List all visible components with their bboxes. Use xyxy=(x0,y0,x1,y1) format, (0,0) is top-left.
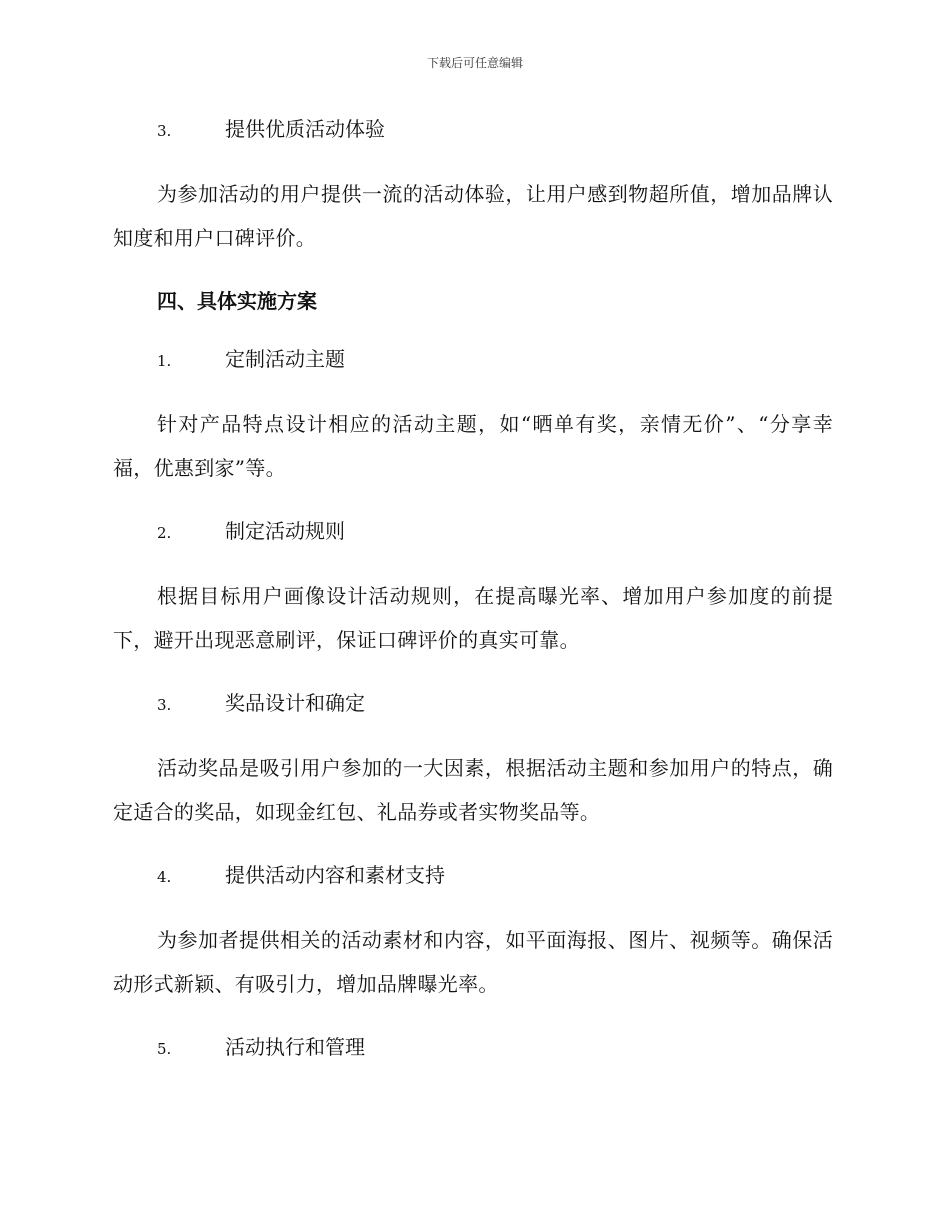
paragraph-experience: 为参加活动的用户提供一流的活动体验，让用户感到物超所值，增加品牌认知度和用户口碑评价。 xyxy=(113,182,833,250)
list-item-theme xyxy=(113,342,833,376)
list-item-number: 5. xyxy=(157,1040,172,1058)
list-item-number: 3. xyxy=(157,122,172,140)
page-header: 下载后可任意编辑 xyxy=(426,56,523,70)
list-item-title: 活动执行和管理 xyxy=(225,1035,365,1059)
list-item-execution xyxy=(113,1030,833,1064)
list-item-title: 定制活动主题 xyxy=(225,347,345,371)
list-item-rules xyxy=(113,514,833,548)
list-item-title: 制定活动规则 xyxy=(225,519,345,543)
list-item-title: 提供优质活动体验 xyxy=(225,117,385,141)
list-item-number: 4. xyxy=(157,868,172,886)
paragraph-content-support: 为参加者提供相关的活动素材和内容，如平面海报、图片、视频等。确保活动形式新颖、有吸引力，增加品牌曝光率。 xyxy=(113,928,833,996)
list-item-title: 奖品设计和确定 xyxy=(225,691,365,715)
list-item-number: 2. xyxy=(157,524,172,542)
list-item-content-support xyxy=(113,858,833,892)
section-heading-implementation: 四、具体实施方案 xyxy=(157,289,317,313)
document-body xyxy=(113,112,833,1090)
paragraph-prizes: 活动奖品是吸引用户参加的一大因素，根据活动主题和参加用户的特点，确定适合的奖品，如现金红包、礼品券或者实物奖品等。 xyxy=(113,756,833,824)
list-item-number: 3. xyxy=(157,696,172,714)
list-item-title: 提供活动内容和素材支持 xyxy=(225,863,445,887)
paragraph-theme: 针对产品特点设计相应的活动主题，如“晒单有奖，亲情无价”、“分享幸福，优惠到家”等。 xyxy=(113,412,833,480)
list-item-prizes xyxy=(113,686,833,720)
list-item-provide-experience xyxy=(113,112,833,146)
list-item-number: 1. xyxy=(157,352,172,370)
paragraph-rules: 根据目标用户画像设计活动规则，在提高曝光率、增加用户参加度的前提下，避开出现恶意刷评，保证口碑评价的真实可靠。 xyxy=(113,584,833,652)
